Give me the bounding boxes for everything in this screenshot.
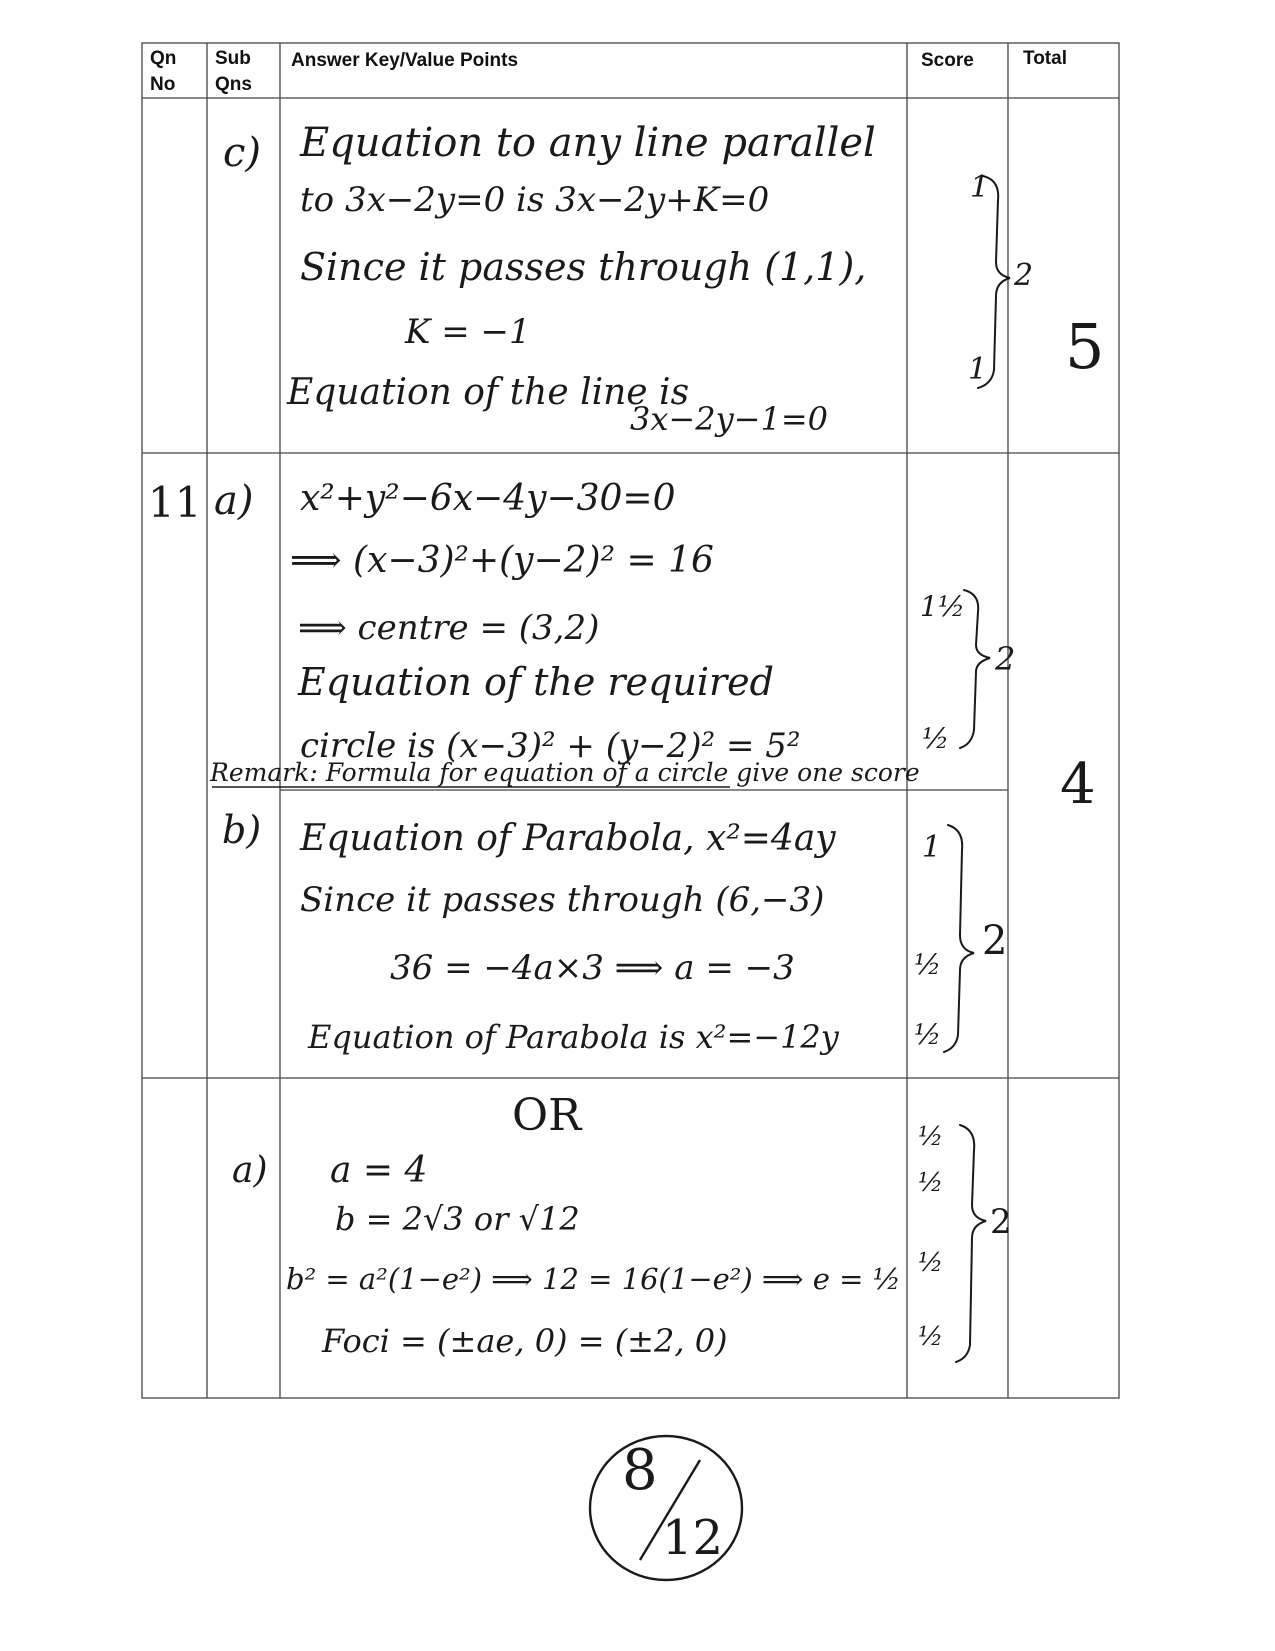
sub-label-c: c) [223, 130, 262, 176]
q11b-line-4: Equation of Parabola is x²=−12y [308, 1018, 839, 1056]
or-line-2: b = 2√3 or √12 [335, 1200, 580, 1238]
q11a-line-4: Equation of the required [298, 660, 774, 704]
section-c-line-6: 3x−2y−1=0 [630, 400, 828, 438]
score-11b-group: 2 [982, 918, 1008, 964]
score-c-1: 1 [970, 170, 990, 205]
q11a-line-5: circle is (x−3)² + (y−2)² = 5² [300, 726, 801, 766]
or-line-3: b² = a²(1−e²) ⟹ 12 = 16(1−e²) ⟹ e = ½ [286, 1262, 901, 1296]
section-c-line-2: to 3x−2y=0 is 3x−2y+K=0 [300, 180, 770, 220]
header-score: Score [921, 50, 974, 71]
header-answer-key: Answer Key/Value Points [291, 50, 519, 71]
q11a-line-1: x²+y²−6x−4y−30=0 [300, 478, 676, 519]
score-11b-3: ½ [914, 1018, 942, 1051]
qn-no-11: 11 [148, 478, 202, 527]
score-or-4: ½ [918, 1322, 944, 1352]
remark: Remark: Formula for equation of a circle give one score [210, 758, 920, 787]
or-line-4: Foci = (±ae, 0) = (±2, 0) [322, 1322, 728, 1360]
section-c-line-3: Since it passes through (1,1), [300, 245, 867, 289]
score-11a-group: 2 [995, 640, 1016, 678]
q11b-line-3: 36 = −4a×3 ⟹ a = −3 [390, 948, 795, 988]
section-c-line-5: Equation of the line is [287, 372, 690, 413]
score-11b-1: 1 [922, 830, 942, 865]
total-11: 4 [1060, 752, 1096, 817]
or-line-1: a = 4 [330, 1150, 428, 1191]
score-c-group: 2 [1014, 258, 1034, 293]
score-c-2: 1 [968, 352, 988, 387]
q11a-line-2: ⟹ (x−3)²+(y−2)² = 16 [290, 540, 714, 581]
score-or-group: 2 [990, 1202, 1012, 1242]
sub-label-or-a: a) [232, 1150, 268, 1191]
brace-or [956, 1125, 986, 1362]
score-or-1: ½ [918, 1122, 944, 1152]
q11b-line-1: Equation of Parabola, x²=4ay [300, 818, 836, 859]
score-11a-1: 1½ [920, 590, 965, 623]
score-11b-2: ½ [914, 948, 942, 981]
score-or-3: ½ [918, 1248, 944, 1278]
section-c-line-1: Equation to any line parallel [300, 120, 876, 166]
total-c: 5 [1065, 310, 1105, 383]
brace-11b [944, 825, 974, 1052]
or-label: OR [512, 1090, 582, 1141]
header-total: Total [1023, 48, 1067, 69]
header-qn-no: Qn No [150, 48, 177, 95]
score-or-2: ½ [918, 1168, 944, 1198]
sub-label-11a: a) [214, 478, 254, 524]
header-sub-qns: Sub Qns [215, 48, 252, 95]
section-c-line-4: K = −1 [405, 312, 531, 352]
page-number-denominator: 12 [662, 1510, 724, 1566]
score-11a-2: ½ [922, 722, 950, 755]
q11b-line-2: Since it passes through (6,−3) [300, 880, 825, 920]
page-number-numerator: 8 [622, 1438, 658, 1503]
sub-label-11b: b) [222, 808, 262, 852]
q11a-line-3: ⟹ centre = (3,2) [298, 608, 600, 648]
